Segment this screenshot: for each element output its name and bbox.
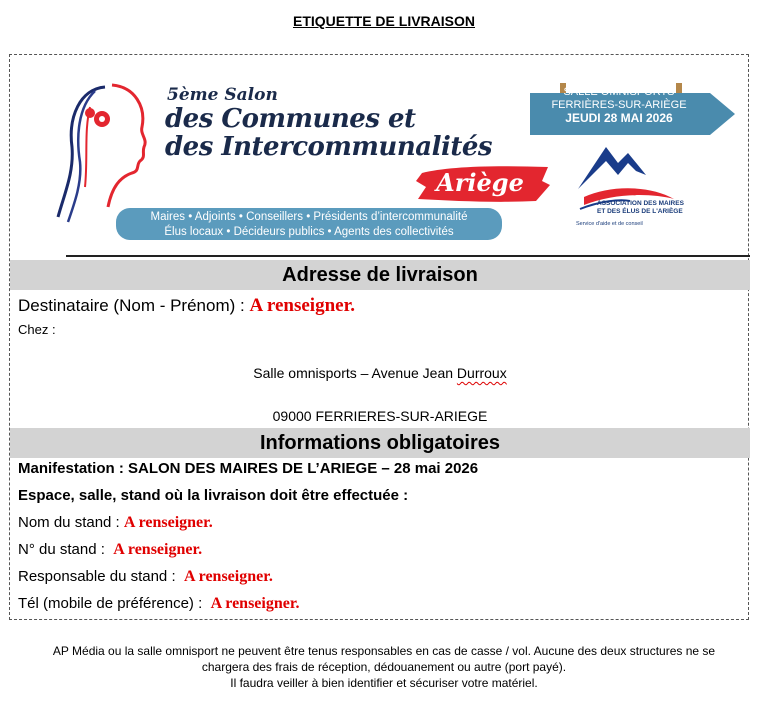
venue-date: JEUDI 28 MAI 2026 — [565, 111, 673, 125]
event-line: Manifestation : SALON DES MAIRES DE L’ARIEGE – 28 mai 2026 — [18, 460, 479, 477]
disclaimer — [0, 643, 768, 691]
street-address-prefix: Salle omnisports – Avenue Jean — [253, 365, 457, 381]
recipient-label: Destinataire (Nom - Prénom) : — [18, 296, 250, 315]
stand-name-line — [18, 514, 213, 532]
stand-number-value: A renseigner. — [113, 541, 203, 558]
stand-manager-label: Responsable du stand : — [18, 568, 184, 585]
region-name: Ariège — [436, 168, 524, 197]
recipient-value: A renseigner. — [249, 295, 356, 316]
event-banner — [10, 55, 748, 255]
banner-divider — [66, 255, 750, 257]
venue-town: FERRIÈRES-SUR-ARIÈGE — [551, 99, 687, 111]
mandatory-info-header: Informations obligatoires — [10, 428, 750, 458]
association-name: ASSOCIATION DES MAIRES ET DES ÉLUS DE L'ARIÈGE — [597, 200, 684, 215]
disclaimer-line-3: Il faudra veiller à bien identifier et sécuriser votre matériel. — [230, 676, 538, 690]
delivery-label — [9, 54, 749, 620]
page-title: ETIQUETTE DE LIVRAISON — [292, 13, 475, 29]
recipient-line — [18, 295, 355, 317]
edition-label: 5ème Salon — [167, 85, 278, 105]
stand-number-line — [18, 541, 202, 559]
disclaimer-line-1: AP Média ou la salle omnisport ne peuvent être tenus responsables en cas de casse / vol. Aucune des deux structures ne se — [52, 644, 716, 658]
location-label: Espace, salle, stand où la livraison doit être effectuée : — [18, 487, 409, 504]
association-tagline: Service d'aide et de conseil — [576, 221, 643, 227]
audience-line-1: Maires • Adjoints • Conseillers • Présidents d’intercommunalité — [150, 211, 468, 223]
street-name: Durroux — [456, 365, 507, 381]
title-line-1: des Communes et — [165, 104, 416, 134]
at-label: Chez : — [18, 322, 56, 337]
venue-info — [536, 86, 702, 126]
venue-name: SALLE OMNISPORTS — [563, 86, 675, 98]
title-line-2: des Intercommunalités — [165, 132, 493, 162]
disclaimer-line-2: chargera des frais de réception, dédouanement ou autre (port payé). — [201, 660, 567, 674]
stand-name-value: A renseigner. — [123, 514, 213, 531]
region-brush-badge — [416, 163, 551, 203]
street-address — [10, 365, 750, 381]
city-line: 09000 FERRIERES-SUR-ARIEGE — [272, 408, 488, 424]
stand-name-label: Nom du stand : — [18, 514, 124, 531]
stand-manager-line — [18, 568, 273, 586]
audience-line-2: Élus locaux • Décideurs publics • Agents des collectivités — [164, 226, 454, 238]
phone-value: A renseigner. — [210, 595, 300, 612]
event-title — [165, 85, 492, 161]
audience-pill — [116, 208, 502, 240]
marianne-logo — [50, 77, 160, 227]
phone-label: Tél (mobile de préférence) : — [18, 595, 211, 612]
stand-manager-value: A renseigner. — [183, 568, 273, 585]
delivery-address-header: Adresse de livraison — [10, 260, 750, 290]
phone-line — [18, 595, 299, 613]
stand-number-label: N° du stand : — [18, 541, 114, 558]
